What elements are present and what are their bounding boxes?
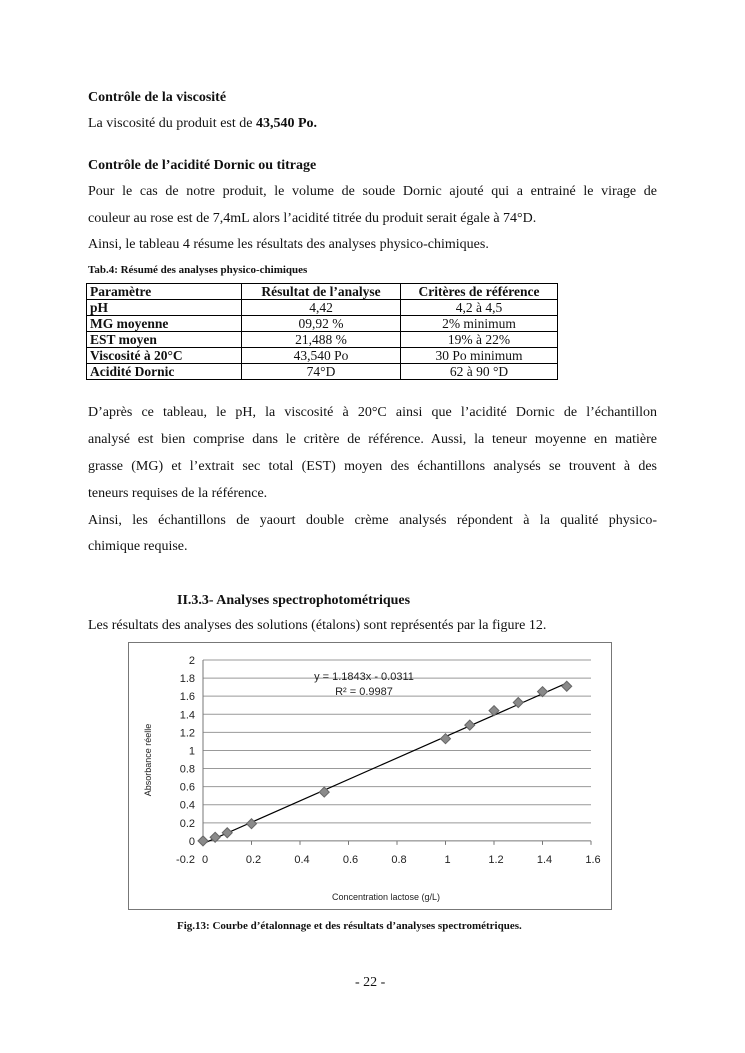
- data-point: [198, 836, 208, 846]
- paragraph-line: analysé est bien comprise dans le critère de référence. Aussi, la teneur moyenne en matière: [88, 432, 657, 447]
- x-tick-label: 0.6: [342, 854, 359, 866]
- table-header: Paramètre: [87, 284, 242, 300]
- figure-intro: Les résultats des analyses des solutions (étalons) sont représentés par la figure 12.: [88, 618, 547, 633]
- table-cell: pH: [87, 300, 242, 316]
- paragraph-line: grasse (MG) et l’extrait sec total (EST) moyen des échantillons analysés se trouvent à des: [88, 459, 657, 474]
- y-tick-label: -0.2: [176, 854, 195, 866]
- viscosity-sentence: La viscosité du produit est de: [88, 116, 256, 131]
- x-tick-label: 1: [444, 854, 451, 866]
- y-tick-label: 0.4: [179, 799, 195, 812]
- table-row: [87, 332, 558, 348]
- table-cell: 21,488 %: [242, 332, 401, 348]
- heading-spectro: II.3.3- Analyses spectrophotométriques: [177, 593, 411, 608]
- y-tick-label: 0.8: [179, 763, 195, 776]
- y-tick-label: 1.8: [179, 673, 195, 686]
- heading-acidity: Contrôle de l’acidité Dornic ou titrage: [88, 158, 317, 173]
- chart-svg: [129, 643, 611, 909]
- x-tick-label: 1.4: [536, 854, 553, 866]
- page-number: - 22 -: [355, 975, 386, 990]
- results-table: [86, 283, 558, 380]
- paragraph-line: teneurs requises de la référence.: [88, 486, 268, 501]
- viscosity-value: 43,540 Po.: [255, 116, 318, 131]
- table-cell: 62 à 90 °D: [401, 364, 558, 380]
- y-tick-label: 2: [188, 655, 195, 667]
- table-row: [87, 300, 558, 316]
- x-tick-label: 0.8: [391, 854, 407, 866]
- table-header: Résultat de l’analyse: [242, 284, 401, 300]
- table-caption: Tab.4: Résumé des analyses physico-chimiques: [88, 264, 308, 276]
- table-row: [87, 348, 558, 364]
- table-cell: 4,42: [242, 300, 401, 316]
- table-header-row: [87, 284, 558, 300]
- table-cell: 30 Po minimum: [401, 348, 558, 364]
- x-axis-title: Concentration lactose (g/L): [331, 892, 441, 902]
- paragraph-line: Ainsi, le tableau 4 résume les résultats des analyses physico-chimiques.: [88, 237, 489, 252]
- trendline: [203, 683, 567, 844]
- table-row: [87, 364, 558, 380]
- y-tick-label: 1.4: [179, 709, 195, 722]
- table-cell: MG moyenne: [87, 316, 242, 332]
- data-point: [465, 720, 475, 730]
- paragraph-line: chimique requise.: [88, 539, 188, 554]
- paragraph-line: Ainsi, les échantillons de yaourt double crème analysés répondent à la qualité physico-: [88, 513, 657, 528]
- table-row: [87, 316, 558, 332]
- table-cell: Viscosité à 20°C: [87, 348, 242, 364]
- data-point: [562, 681, 572, 691]
- paragraph-line: D’après ce tableau, le pH, la viscosité à 20°C ainsi que l’acidité Dornic de l’échantillon: [88, 405, 657, 420]
- table-cell: 43,540 Po: [242, 348, 401, 364]
- y-tick-label: 1.6: [179, 691, 195, 704]
- table-cell: 19% à 22%: [401, 332, 558, 348]
- figure-caption: Fig.13: Courbe d’étalonnage et des résultats d’analyses spectrométriques.: [177, 920, 522, 932]
- y-tick-label: 0: [188, 835, 195, 848]
- y-tick-label: 0.2: [179, 817, 195, 830]
- trendline-equation: y = 1.1843x - 0.0311: [314, 671, 414, 683]
- table-cell: EST moyen: [87, 332, 242, 348]
- r-squared-label: R² = 0.9987: [335, 686, 393, 698]
- table-header: Critères de référence: [401, 284, 558, 300]
- heading-viscosity: Contrôle de la viscosité: [88, 90, 227, 105]
- table-cell: 74°D: [242, 364, 401, 380]
- x-tick-label: 0.4: [294, 854, 310, 866]
- x-tick-label: 1.6: [585, 854, 601, 866]
- calibration-chart: [128, 642, 612, 910]
- table-cell: Acidité Dornic: [87, 364, 242, 380]
- y-axis-title: Absorbance réelle: [143, 723, 153, 797]
- y-tick-label: 0.6: [179, 781, 195, 794]
- paragraph-line: Pour le cas de notre produit, le volume de soude Dornic ajouté qui a entrainé le virage de: [88, 184, 657, 199]
- table-cell: 4,2 à 4,5: [401, 300, 558, 316]
- y-tick-label: 1: [188, 745, 195, 758]
- x-tick-label: 1.2: [488, 854, 504, 866]
- x-tick-label: 0: [201, 854, 209, 866]
- viscosity-text: [88, 116, 317, 132]
- y-tick-label: 1.2: [179, 727, 195, 740]
- x-tick-label: 0.2: [245, 854, 262, 866]
- table-cell: 2% minimum: [401, 316, 558, 332]
- paragraph-line: couleur au rose est de 7,4mL alors l’acidité titrée du produit serait égale à 74°D.: [88, 211, 537, 226]
- data-point: [222, 828, 232, 838]
- table-cell: 09,92 %: [242, 316, 401, 332]
